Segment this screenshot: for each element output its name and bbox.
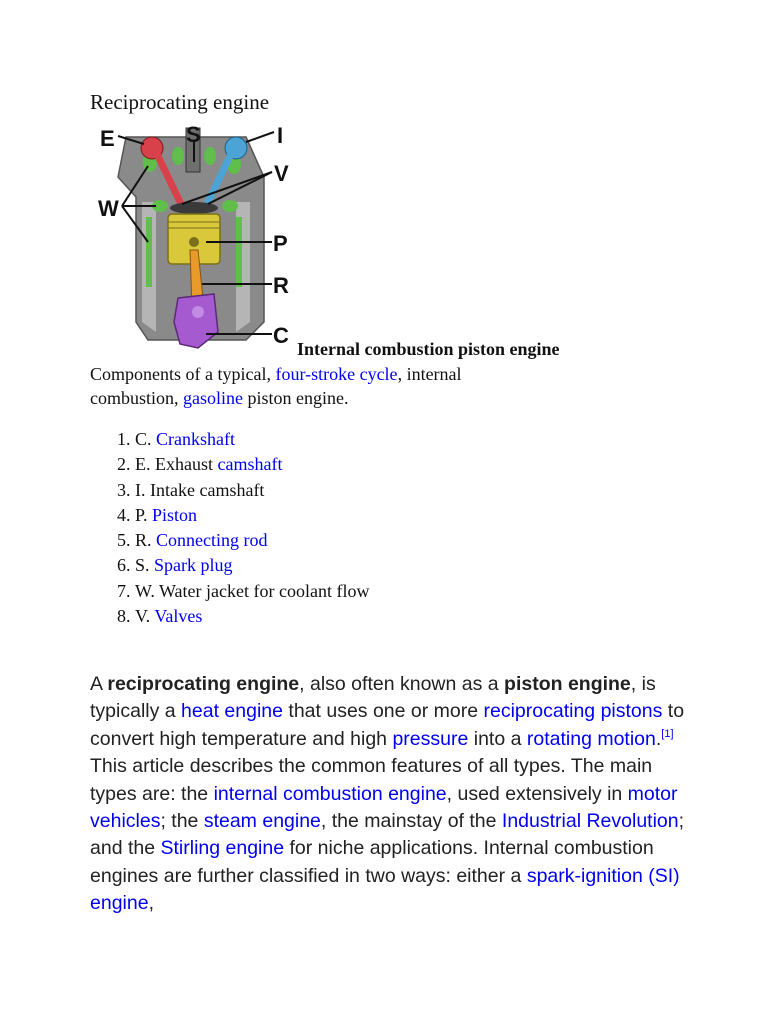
engine-diagram — [96, 122, 292, 356]
link-spark-plug[interactable]: Spark plug — [154, 555, 233, 576]
link-internal-combustion-engine[interactable]: internal combustion engine — [213, 782, 447, 805]
label-w: W — [98, 196, 119, 221]
list-item: 1. C. Crankshaft — [135, 427, 369, 452]
link-connecting-rod[interactable]: Connecting rod — [156, 530, 268, 551]
link-crankshaft[interactable]: Crankshaft — [156, 429, 235, 449]
water-jacket-left — [146, 217, 152, 287]
link-camshaft[interactable]: camshaft — [217, 454, 283, 475]
article-paragraph: A reciprocating engine, also often known as a piston engine, is typically a heat engine that uses one or more reciprocating pistons to convert high temperature and high pressure into a rotating motion.[1] This article describes the common features of all types. The main types are: the internal combustion engine, used extensively in motor vehicles; the steam engine, the mainstay of the Industrial Revolution; and the Stirling engine for niche applications. Internal combustion engines are further classified in two ways: either a spark-ignition (SI) engine, — [90, 673, 685, 915]
page-title: Reciprocating engine — [90, 90, 270, 114]
link-gasoline[interactable]: gasoline — [183, 388, 243, 408]
label-p: P — [273, 231, 288, 256]
link-heat-engine[interactable]: heat engine — [181, 700, 283, 723]
label-r: R — [273, 273, 289, 298]
label-e: E — [100, 126, 115, 151]
caption-text: Components of a typical, — [90, 364, 276, 384]
link-pressure[interactable]: pressure — [392, 727, 469, 750]
list-item: 8. V. Valves — [135, 604, 369, 629]
bold-term: reciprocating engine — [107, 673, 300, 695]
reference-link[interactable]: [1] — [661, 727, 674, 740]
bold-term: piston engine — [504, 673, 631, 695]
list-item: 6. S. Spark plug — [135, 553, 369, 578]
link-reciprocating-pistons[interactable]: reciprocating pistons — [483, 700, 663, 723]
link-steam-engine[interactable]: steam engine — [203, 810, 321, 833]
link-stirling-engine[interactable]: Stirling engine — [160, 837, 285, 860]
figure-caption-title: Internal combustion piston engine — [297, 339, 560, 359]
caption-text: piston engine. — [243, 388, 349, 408]
list-item: 4. P. Piston — [135, 503, 369, 528]
link-industrial-revolution[interactable]: Industrial Revolution — [501, 810, 679, 833]
list-item: 5. R. Connecting rod — [135, 528, 369, 553]
link-four-stroke-cycle[interactable]: four-stroke cycle — [275, 364, 398, 384]
link-piston[interactable]: Piston — [152, 504, 198, 525]
caption-text: , internal combustion, — [90, 364, 462, 408]
figure-caption — [90, 362, 550, 410]
components-list — [90, 427, 369, 629]
label-v: V — [274, 161, 289, 186]
list-item: 2. E. Exhaust camshaft — [135, 452, 369, 477]
link-valves[interactable]: Valves — [154, 606, 203, 627]
list-item: 3. I. Intake camshaft — [135, 478, 369, 503]
link-rotating-motion[interactable]: rotating motion — [526, 727, 656, 750]
leader-i — [246, 132, 274, 142]
link-spark-ignition-engine[interactable]: spark-ignition (SI) engine — [90, 864, 680, 915]
label-i: I — [277, 123, 284, 148]
label-s: S — [186, 122, 201, 147]
label-c: C — [273, 323, 289, 348]
link-motor-vehicles[interactable]: motor vehicles — [90, 782, 678, 833]
list-item: 7. W. Water jacket for coolant flow — [135, 579, 369, 604]
water-jacket-right — [236, 217, 242, 287]
